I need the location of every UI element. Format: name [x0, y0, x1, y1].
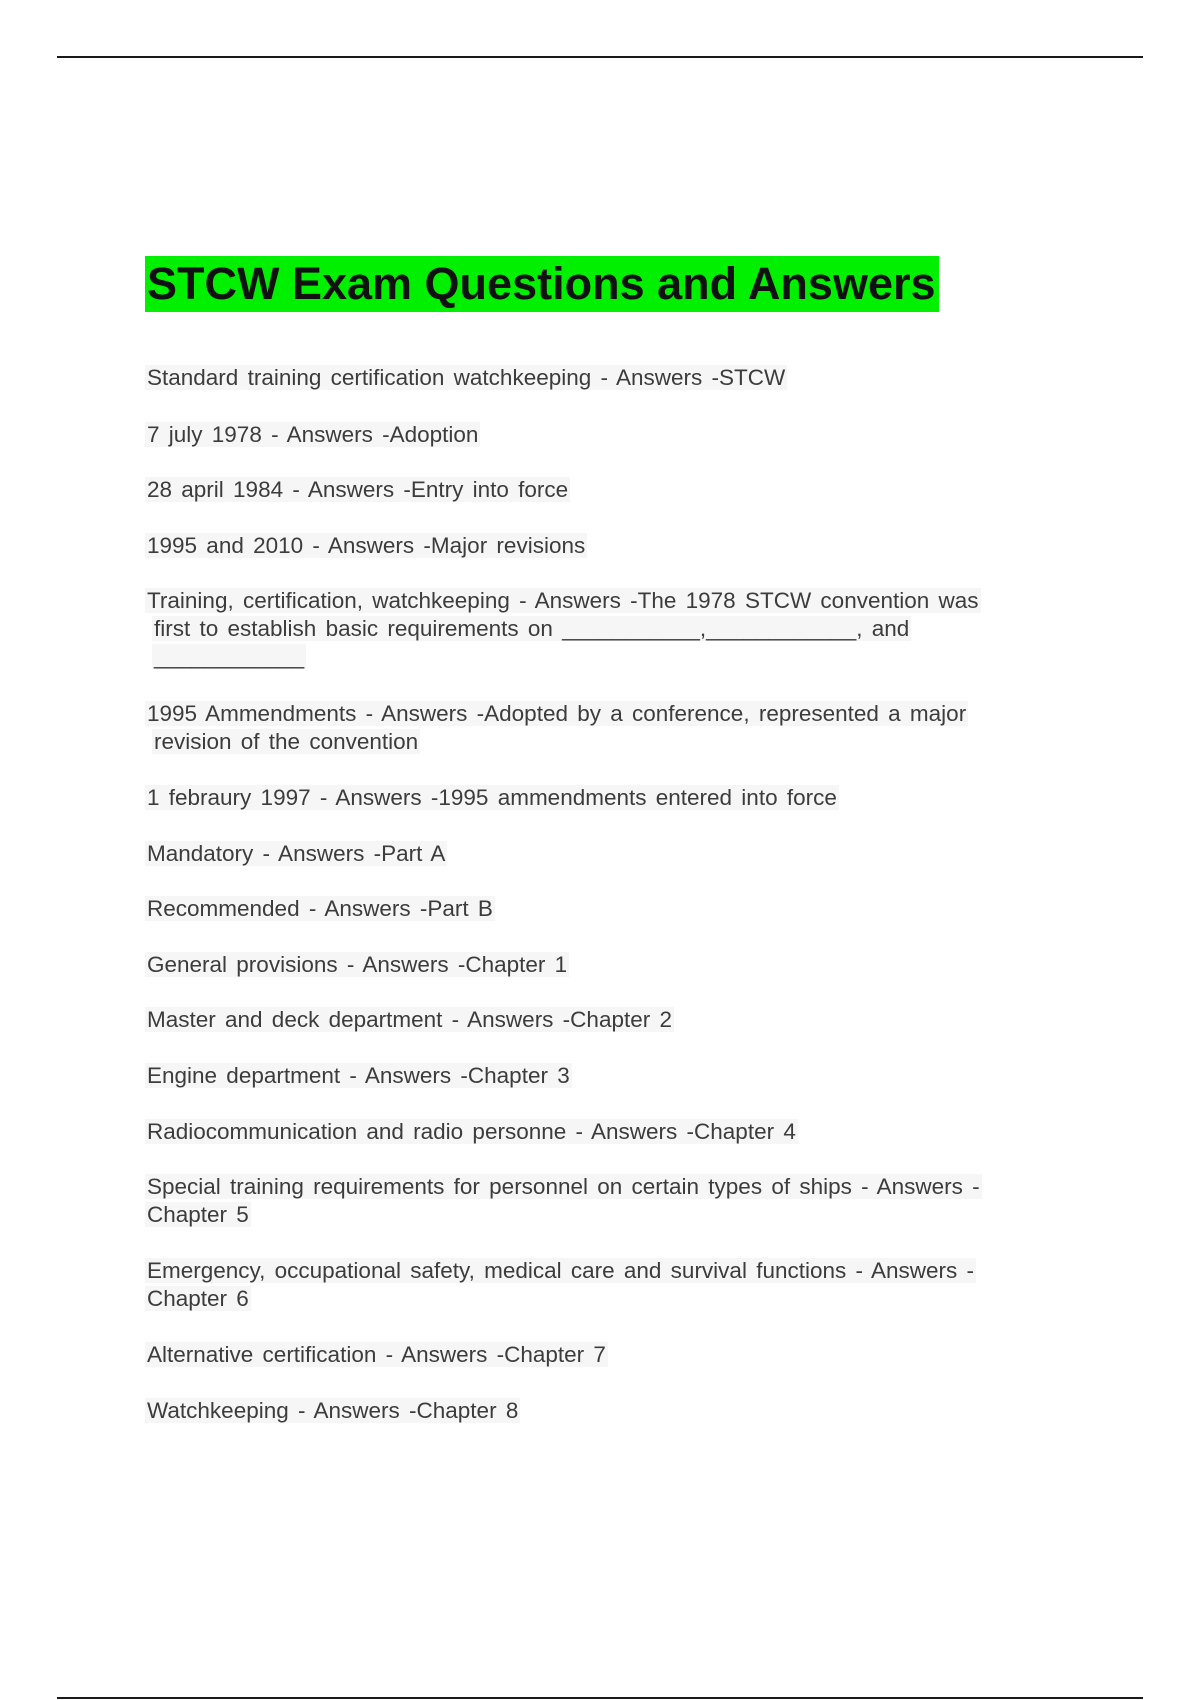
qa-item	[145, 1118, 1063, 1146]
qa-item	[145, 532, 1063, 560]
qa-text: Engine department - Answers -Chapter 3	[147, 1063, 570, 1088]
qa-text: 1 febraury 1997 - Answers -1995 ammendments entered into force	[147, 785, 837, 810]
qa-text: 28 april 1984 - Answers -Entry into force	[147, 477, 569, 502]
bottom-divider	[57, 1697, 1143, 1699]
qa-text: Standard training certification watchkeeping - Answers -STCW	[147, 365, 786, 390]
qa-item	[145, 1006, 1063, 1034]
qa-text: Watchkeeping - Answers -Chapter 8	[147, 1398, 519, 1423]
qa-item	[145, 840, 1063, 868]
qa-text: Alternative certification - Answers -Chapter 7	[147, 1342, 606, 1367]
title-block	[145, 256, 939, 312]
qa-text-line: ____________	[154, 644, 305, 669]
document-title: STCW Exam Questions and Answers	[145, 256, 939, 312]
qa-item	[145, 1397, 1063, 1425]
qa-text-line: first to establish basic requirements on ___________,____________, and	[154, 616, 910, 641]
qa-item	[145, 476, 1063, 504]
qa-item	[145, 587, 1063, 671]
qa-text: Mandatory - Answers -Part A	[147, 841, 446, 866]
qa-item	[145, 700, 1063, 756]
qa-item	[145, 364, 1063, 392]
qa-text-line: Special training requirements for personnel on certain types of ships - Answers -	[147, 1174, 980, 1199]
top-divider	[57, 56, 1143, 58]
qa-text-line: Chapter 6	[147, 1286, 249, 1311]
qa-item	[145, 1062, 1063, 1090]
qa-item	[145, 784, 1063, 812]
qa-text: Radiocommunication and radio personne - Answers -Chapter 4	[147, 1119, 796, 1144]
qa-text: Master and deck department - Answers -Chapter 2	[147, 1007, 672, 1032]
qa-item	[145, 1173, 1063, 1229]
qa-text-line: Chapter 5	[147, 1202, 249, 1227]
qa-list	[145, 364, 1063, 1425]
qa-text-line: 1995 Ammendments - Answers -Adopted by a conference, represented a major	[147, 701, 967, 726]
qa-item	[145, 951, 1063, 979]
qa-text-line: Training, certification, watchkeeping - Answers -The 1978 STCW convention was	[147, 588, 979, 613]
qa-text-line: Emergency, occupational safety, medical care and survival functions - Answers -	[147, 1258, 975, 1283]
qa-text: Recommended - Answers -Part B	[147, 896, 493, 921]
qa-item	[145, 895, 1063, 923]
qa-item	[145, 421, 1063, 449]
qa-text: 7 july 1978 - Answers -Adoption	[147, 422, 479, 447]
qa-item	[145, 1341, 1063, 1369]
qa-text: 1995 and 2010 - Answers -Major revisions	[147, 533, 586, 558]
qa-item	[145, 1257, 1063, 1313]
qa-text-line: revision of the convention	[154, 729, 419, 754]
qa-text: General provisions - Answers -Chapter 1	[147, 952, 568, 977]
